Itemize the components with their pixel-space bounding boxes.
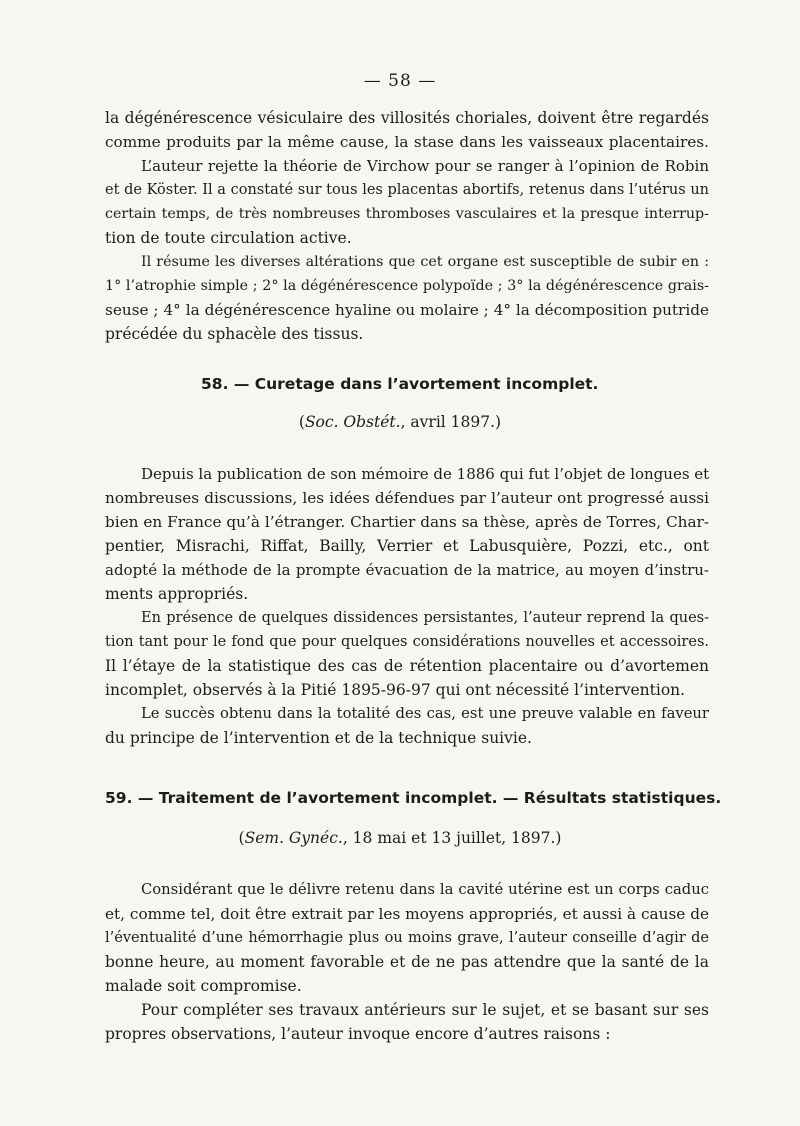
text-line: 1° l’atrophie simple ; 2° la dégénérescence polypoïde ; 3° la dégénérescence grais- [105, 278, 709, 294]
text-line: incomplet, observés à la Pitié 1895-96-97 qui ont nécessité l’intervention. [105, 681, 686, 699]
text-line: seuse ; 4° la dégénérescence hyaline ou molaire ; 4° la décomposition putride [105, 301, 709, 319]
section-heading: 58. — Curetage dans l’avortement incomplet. [201, 375, 599, 393]
section-heading: 59. — Traitement de l’avortement incomplet. — Résultats statistiques. [105, 789, 722, 807]
text-line: Depuis la publication de son mémoire de 1886 qui fut l’objet de longues et [141, 465, 710, 483]
text-line: ments appropriés. [105, 585, 249, 603]
page-number: — 58 — [363, 71, 437, 91]
section-source [0, 413, 800, 431]
text-line: certain temps, de très nombreuses thromboses vasculaires et la presque interrup- [105, 206, 709, 222]
text-line: nombreuses discussions, les idées défendues par l’auteur ont progressé aussi [105, 489, 709, 507]
source-date: , 18 mai et 13 juillet, 1897.) [342, 829, 562, 847]
text-line: tion tant pour le fond que pour quelques considérations nouvelles et accessoires. [105, 634, 709, 650]
text-line: Il résume les diverses altérations que cet organe est susceptible de subir en : [141, 254, 709, 270]
text-line: l’éventualité d’une hémorrhagie plus ou moins grave, l’auteur conseille d’agir de [105, 930, 709, 946]
text-line: En présence de quelques dissidences persistantes, l’auteur reprend la ques- [141, 610, 709, 626]
text-line: bien en France qu’à l’étranger. Chartier dans sa thèse, après de Torres, Char- [105, 513, 709, 531]
text-line: Considérant que le délivre retenu dans la cavité utérine est un corps caduc [141, 881, 709, 898]
text-line: tion de toute circulation active. [105, 229, 352, 247]
text-line: L’auteur rejette la théorie de Virchow pour se ranger à l’opinion de Robin [141, 157, 709, 175]
text-line: du principe de l’intervention et de la technique suivie. [105, 729, 532, 747]
text-line: bonne heure, au moment favorable et de ne pas attendre que la santé de la [105, 953, 709, 971]
source-journal: Soc. Obstét. [304, 413, 401, 431]
text-line: Pour compléter ses travaux antérieurs sur le sujet, et se basant sur ses [141, 1001, 709, 1019]
source-date: , avril 1897.) [400, 413, 502, 431]
source-journal: Sem. Gynéc. [244, 829, 343, 847]
text-line: précédée du sphacèle des tissus. [105, 325, 364, 343]
text-line: la dégénérescence vésiculaire des villosités choriales, doivent être regardés [105, 109, 709, 127]
text-line: Le succès obtenu dans la totalité des cas, est une preuve valable en faveur [141, 705, 709, 722]
text-line: pentier, Misrachi, Riffat, Bailly, Verrier et Labusquière, Pozzi, etc., ont [105, 537, 709, 555]
text-line: Il l’étaye de la statistique des cas de rétention placentaire ou d’avortemen [105, 657, 709, 675]
source-open: ( [238, 829, 245, 847]
text-line: et de Köster. Il a constaté sur tous les placentas abortifs, retenus dans l’utérus un [105, 182, 709, 198]
text-line: adopté la méthode de la prompte évacuation de la matrice, au moyen d’instru- [105, 561, 709, 579]
source-open: ( [298, 413, 305, 431]
text-line: et, comme tel, doit être extrait par les moyens appropriés, et aussi à cause de [105, 905, 709, 923]
text-line: malade soit compromise. [105, 977, 302, 995]
section-source [0, 829, 800, 847]
text-line: comme produits par la même cause, la stase dans les vaisseaux placentaires. [105, 133, 709, 151]
text-line: propres observations, l’auteur invoque encore d’autres raisons : [105, 1025, 611, 1043]
